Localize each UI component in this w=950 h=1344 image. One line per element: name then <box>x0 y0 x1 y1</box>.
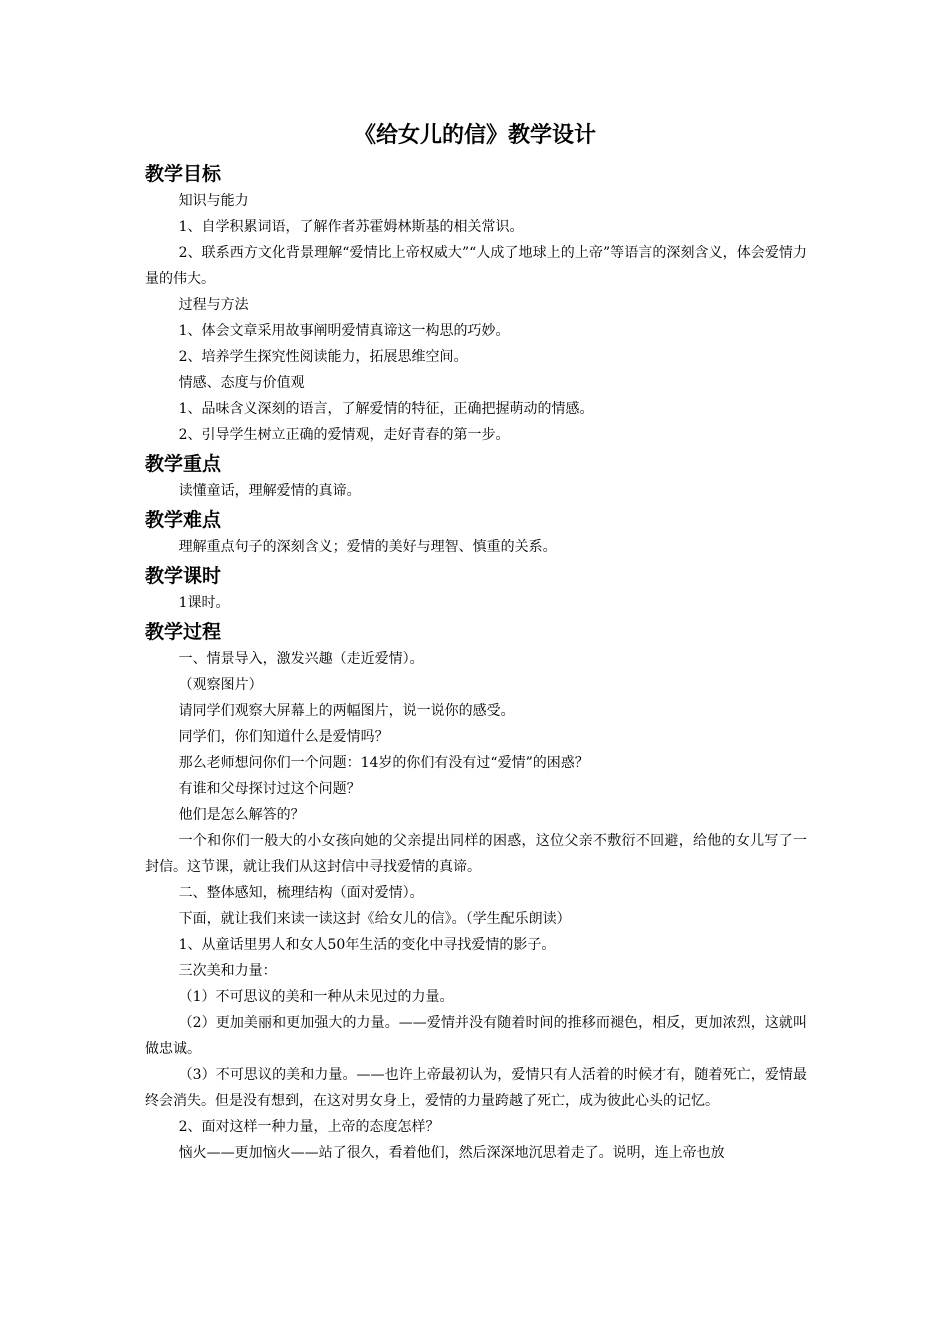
paragraph: （观察图片） <box>178 677 263 693</box>
paragraph: 他们是怎么解答的？ <box>178 807 305 823</box>
paragraph: 二、整体感知，梳理结构（面对爱情）。 <box>178 885 424 901</box>
paragraph: （2）更加美丽和更加强大的力量。——爱情并没有随着时间的推移而褪色，相反，更加浓烈，这就叫做忠诚。 <box>145 1015 807 1057</box>
section-heading-difficulties: 教学难点 <box>145 509 222 531</box>
paragraph: 1课时。 <box>178 595 230 611</box>
paragraph: 一、情景导入，激发兴趣（走近爱情）。 <box>178 651 424 667</box>
paragraph: 恼火——更加恼火——站了很久，看着他们，然后深深地沉思着走了。说明，连上帝也放 <box>178 1145 725 1161</box>
paragraph: 1、从童话里男人和女人50年生活的变化中寻找爱情的影子。 <box>178 937 556 953</box>
paragraph: 2、联系西方文化背景理解“爱情比上帝权威大”“人成了地球上的上帝”等语言的深刻含义，体会爱情力量的伟大。 <box>145 245 807 287</box>
paragraph: 有谁和父母探讨过这个问题？ <box>178 781 361 797</box>
section-heading-key-points: 教学重点 <box>145 453 222 475</box>
paragraph: 1、体会文章采用故事阐明爱情真谛这一构思的巧妙。 <box>178 323 510 339</box>
paragraph: 2、面对这样一种力量，上帝的态度怎样？ <box>178 1119 440 1135</box>
paragraph: 知识与能力 <box>178 193 249 209</box>
paragraph: 1、品味含义深刻的语言，了解爱情的特征，正确把握萌动的情感。 <box>178 401 594 417</box>
paragraph: 请同学们观察大屏幕上的两幅图片，说一说你的感受。 <box>178 703 515 719</box>
section-heading-process: 教学过程 <box>145 621 222 643</box>
paragraph: 理解重点句子的深刻含义；爱情的美好与理智、慎重的关系。 <box>178 539 557 555</box>
paragraph: 情感、态度与价值观 <box>178 375 305 391</box>
paragraph: 2、培养学生探究性阅读能力，拓展思维空间。 <box>178 349 468 365</box>
paragraph: （1）不可思议的美和一种从未见过的力量。 <box>178 989 454 1005</box>
document-body <box>145 160 807 1166</box>
paragraph: 2、引导学生树立正确的爱情观，走好青春的第一步。 <box>178 427 510 443</box>
paragraph: 读懂童话，理解爱情的真谛。 <box>178 483 361 499</box>
paragraph: 过程与方法 <box>178 297 249 313</box>
paragraph: 下面，就让我们来读一读这封《给女儿的信》。（学生配乐朗读） <box>178 911 571 927</box>
paragraph: 同学们，你们知道什么是爱情吗？ <box>178 729 389 745</box>
paragraph: 三次美和力量： <box>178 963 277 979</box>
paragraph: 那么老师想问你们一个问题：14岁的你们有没有过“爱情”的困惑？ <box>178 755 589 771</box>
section-heading-class-hours: 教学课时 <box>145 565 222 587</box>
paragraph: （3）不可思议的美和力量。——也许上帝最初认为，爱情只有人活着的时候才有，随着死亡，爱情最终会消失。但是没有想到，在这对男女身上，爱情的力量跨越了死亡，成为彼此心头的记忆。 <box>145 1067 807 1109</box>
paragraph: 1、自学积累词语，了解作者苏霍姆林斯基的相关常识。 <box>178 219 524 235</box>
section-heading-objectives: 教学目标 <box>145 163 222 185</box>
paragraph: 一个和你们一般大的小女孩向她的父亲提出同样的困惑，这位父亲不敷衍不回避，给他的女儿写了一封信。这节课，就让我们从这封信中寻找爱情的真谛。 <box>145 833 807 875</box>
document-title: 《给女儿的信》教学设计 <box>353 123 596 148</box>
